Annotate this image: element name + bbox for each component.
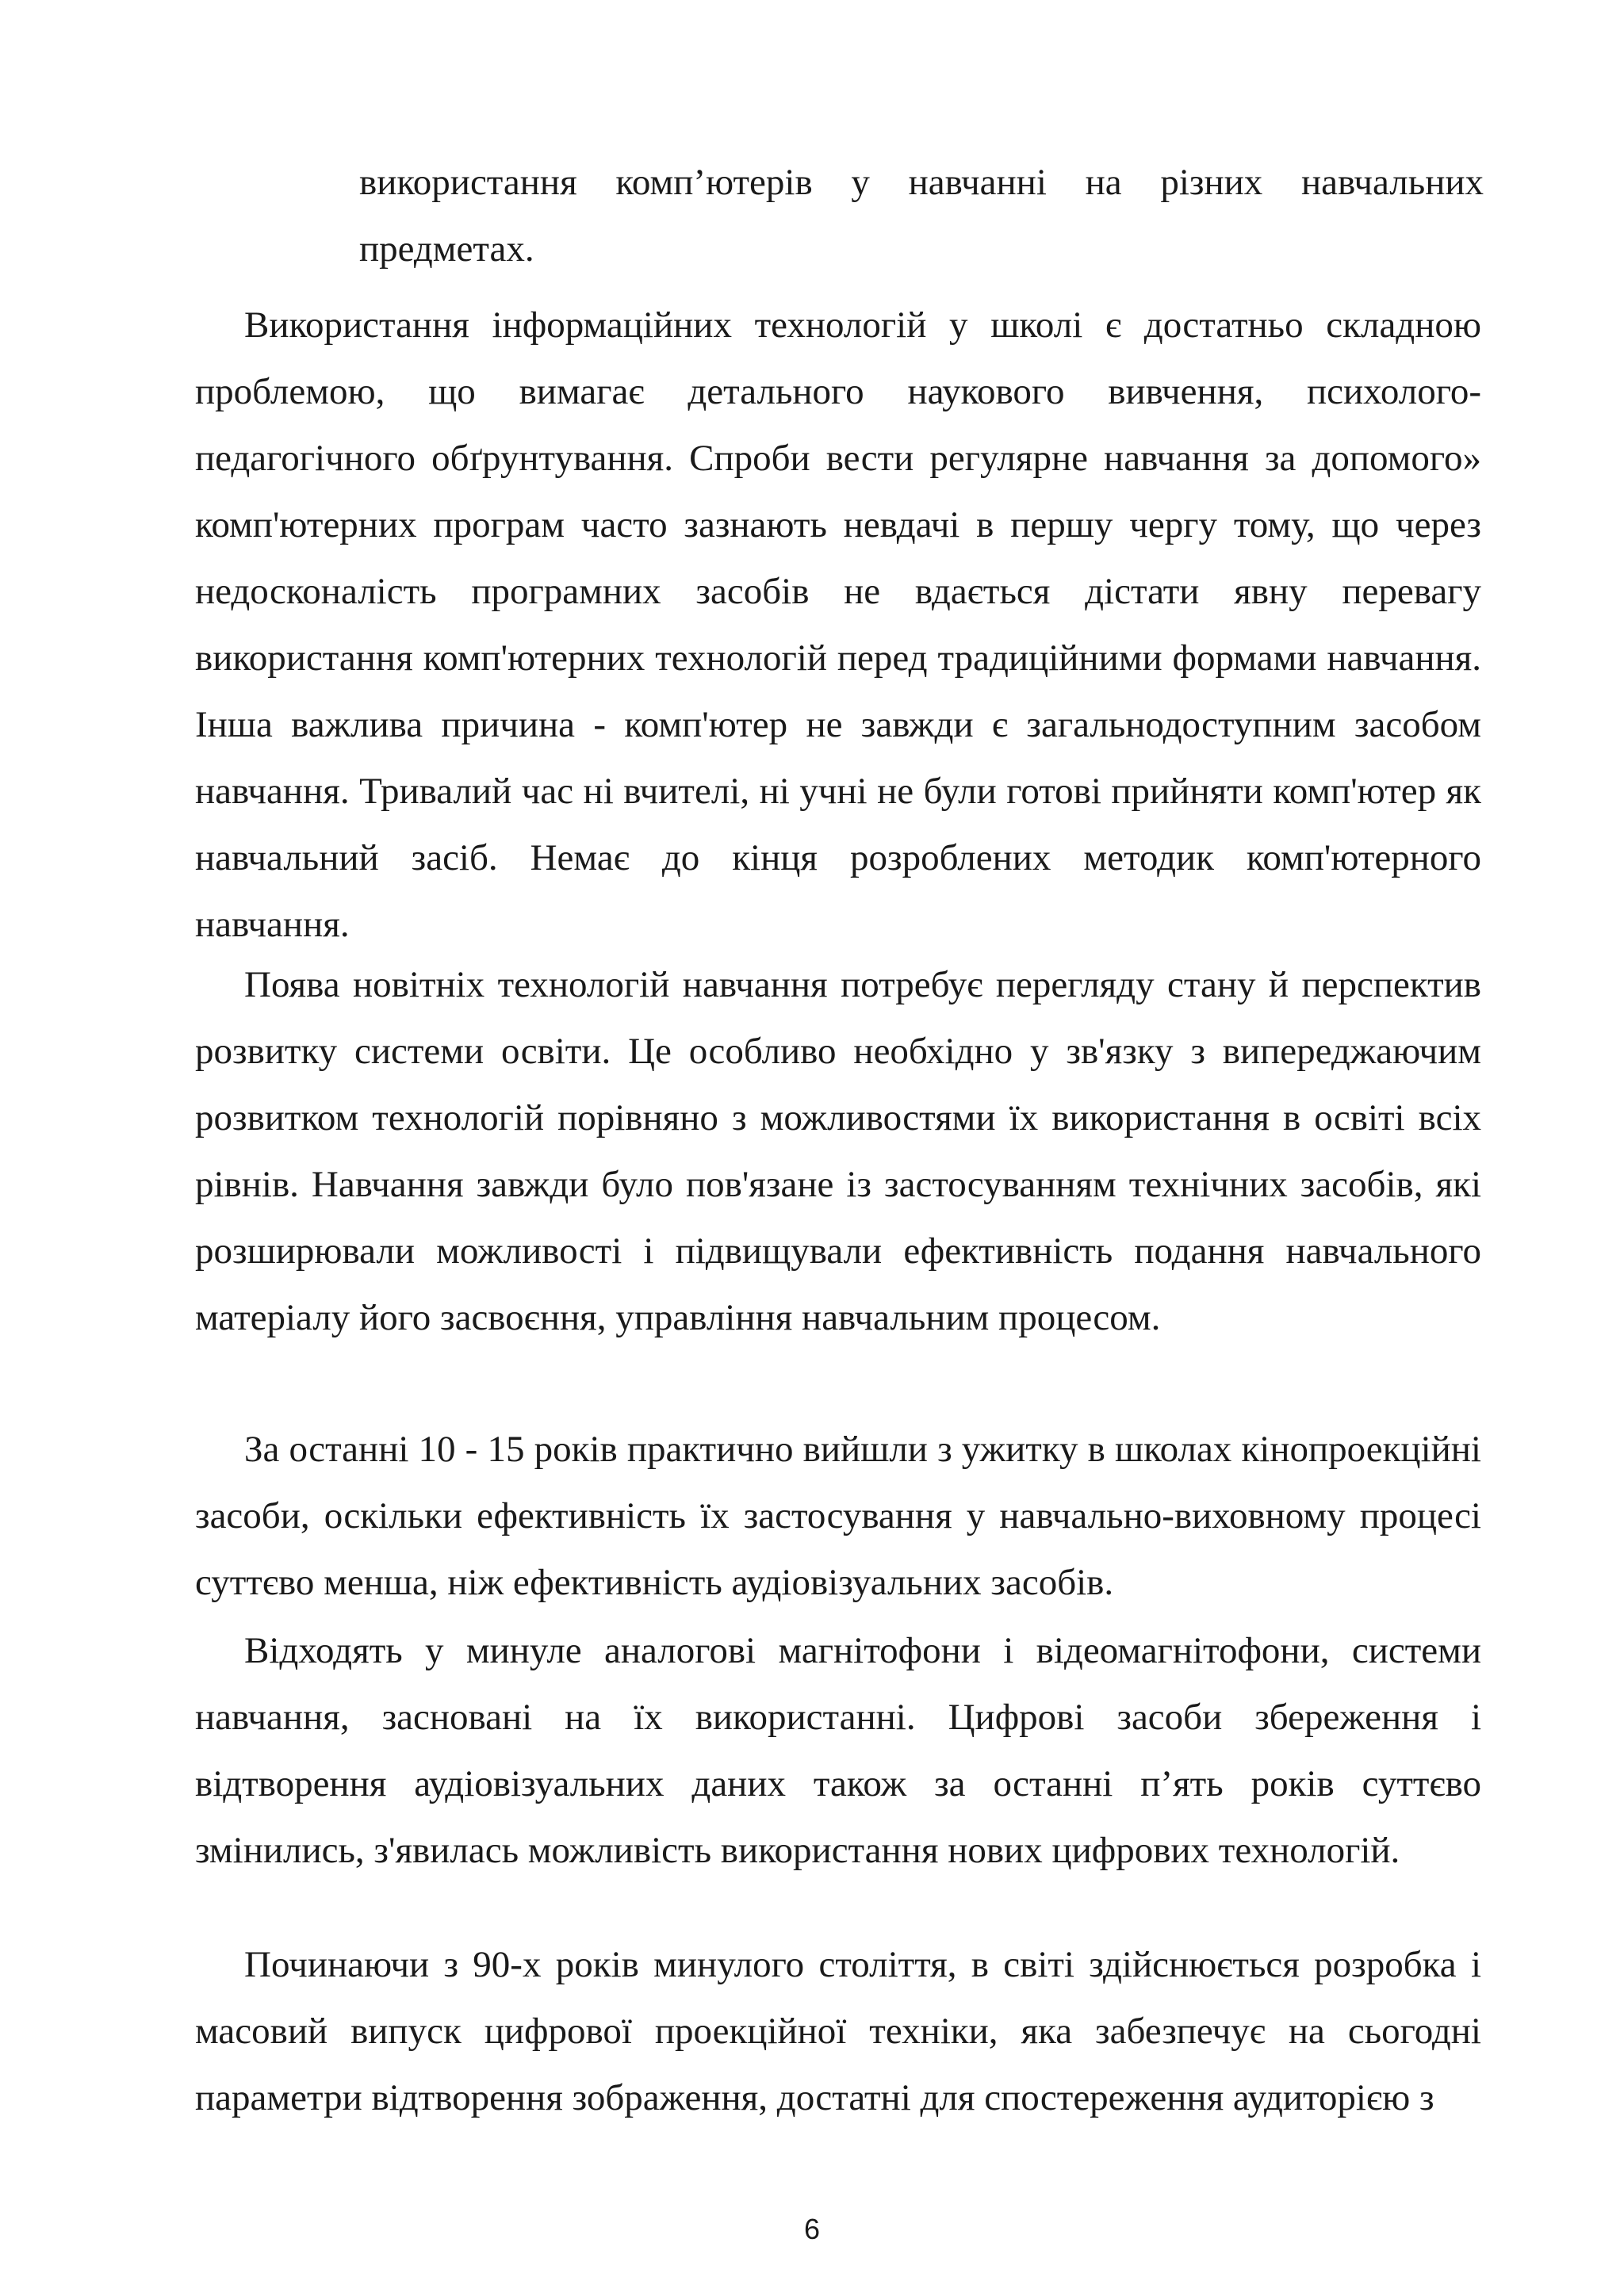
paragraph-it-in-school: Використання інформаційних технологій у школі є достатньо складною проблемою, що вимагає детального наукового вивчення, психолого-педагогічного обґрунтування. Спроби вести регулярне навчання за допомого» комп'ютерних програм часто зазнають невдачі в першу чергу тому, що через недосконалість програмних засобів не вдається дістати явну перевагу використання комп'ютерних технологій перед традиційними формами навчання. Інша важлива причина - комп'ютер не завжди є загальнодоступним засобом навчання. Тривалий час ні вчителі, ні учні не були готові прийняти комп'ютер як навчальний засіб. Немає до кінця розроблених методик комп'ютерного навчання. [195,304,1481,945]
paragraph-analog-recorders: Відходять у минуле аналогові магнітофони і відеомагнітофони, системи навчання, засновані на їх використанні. Цифрові засоби збереження і відтворення аудіовізуальних даних також за останні п’ять років суттєво змінились, з'явилась можливість використання нових цифрових технологій. [195,1630,1481,1871]
paragraph-new-technologies: Поява новітніх технологій навчання потребує перегляду стану й перспектив розвитку системи освіти. Це особливо необхідно у зв'язку з випереджаючим розвитком технологій порівняно з можливостями їх використання в освіті всіх рівнів. Навчання завжди було пов'язане із застосуванням технічних засобів, які розширювали можливості і підвищували ефективність подання навчального матеріалу його засвоєння, управління навчальним процесом. [195,964,1481,1338]
paragraph-list-continuation: використання комп’ютерів у навчанні на різних навчальних предметах. [359,162,1484,270]
page-number: 6 [803,2213,821,2245]
paragraph-film-projection: За останні 10 - 15 років практично вийшли з ужитку в школах кінопроекційні засоби, оскільки ефективність їх застосування у навчально-виховному процесі суттєво менша, ніж ефективність аудіовізуальних засобів. [195,1429,1481,1603]
paragraph-digital-projection: Починаючи з 90-х років минулого століття, в світі здійснюється розробка і масовий випуск цифрової проекційної техніки, яка забезпечує на сьогодні параметри відтворення зображення, достатні для спостереження аудиторією з [195,1944,1481,2118]
